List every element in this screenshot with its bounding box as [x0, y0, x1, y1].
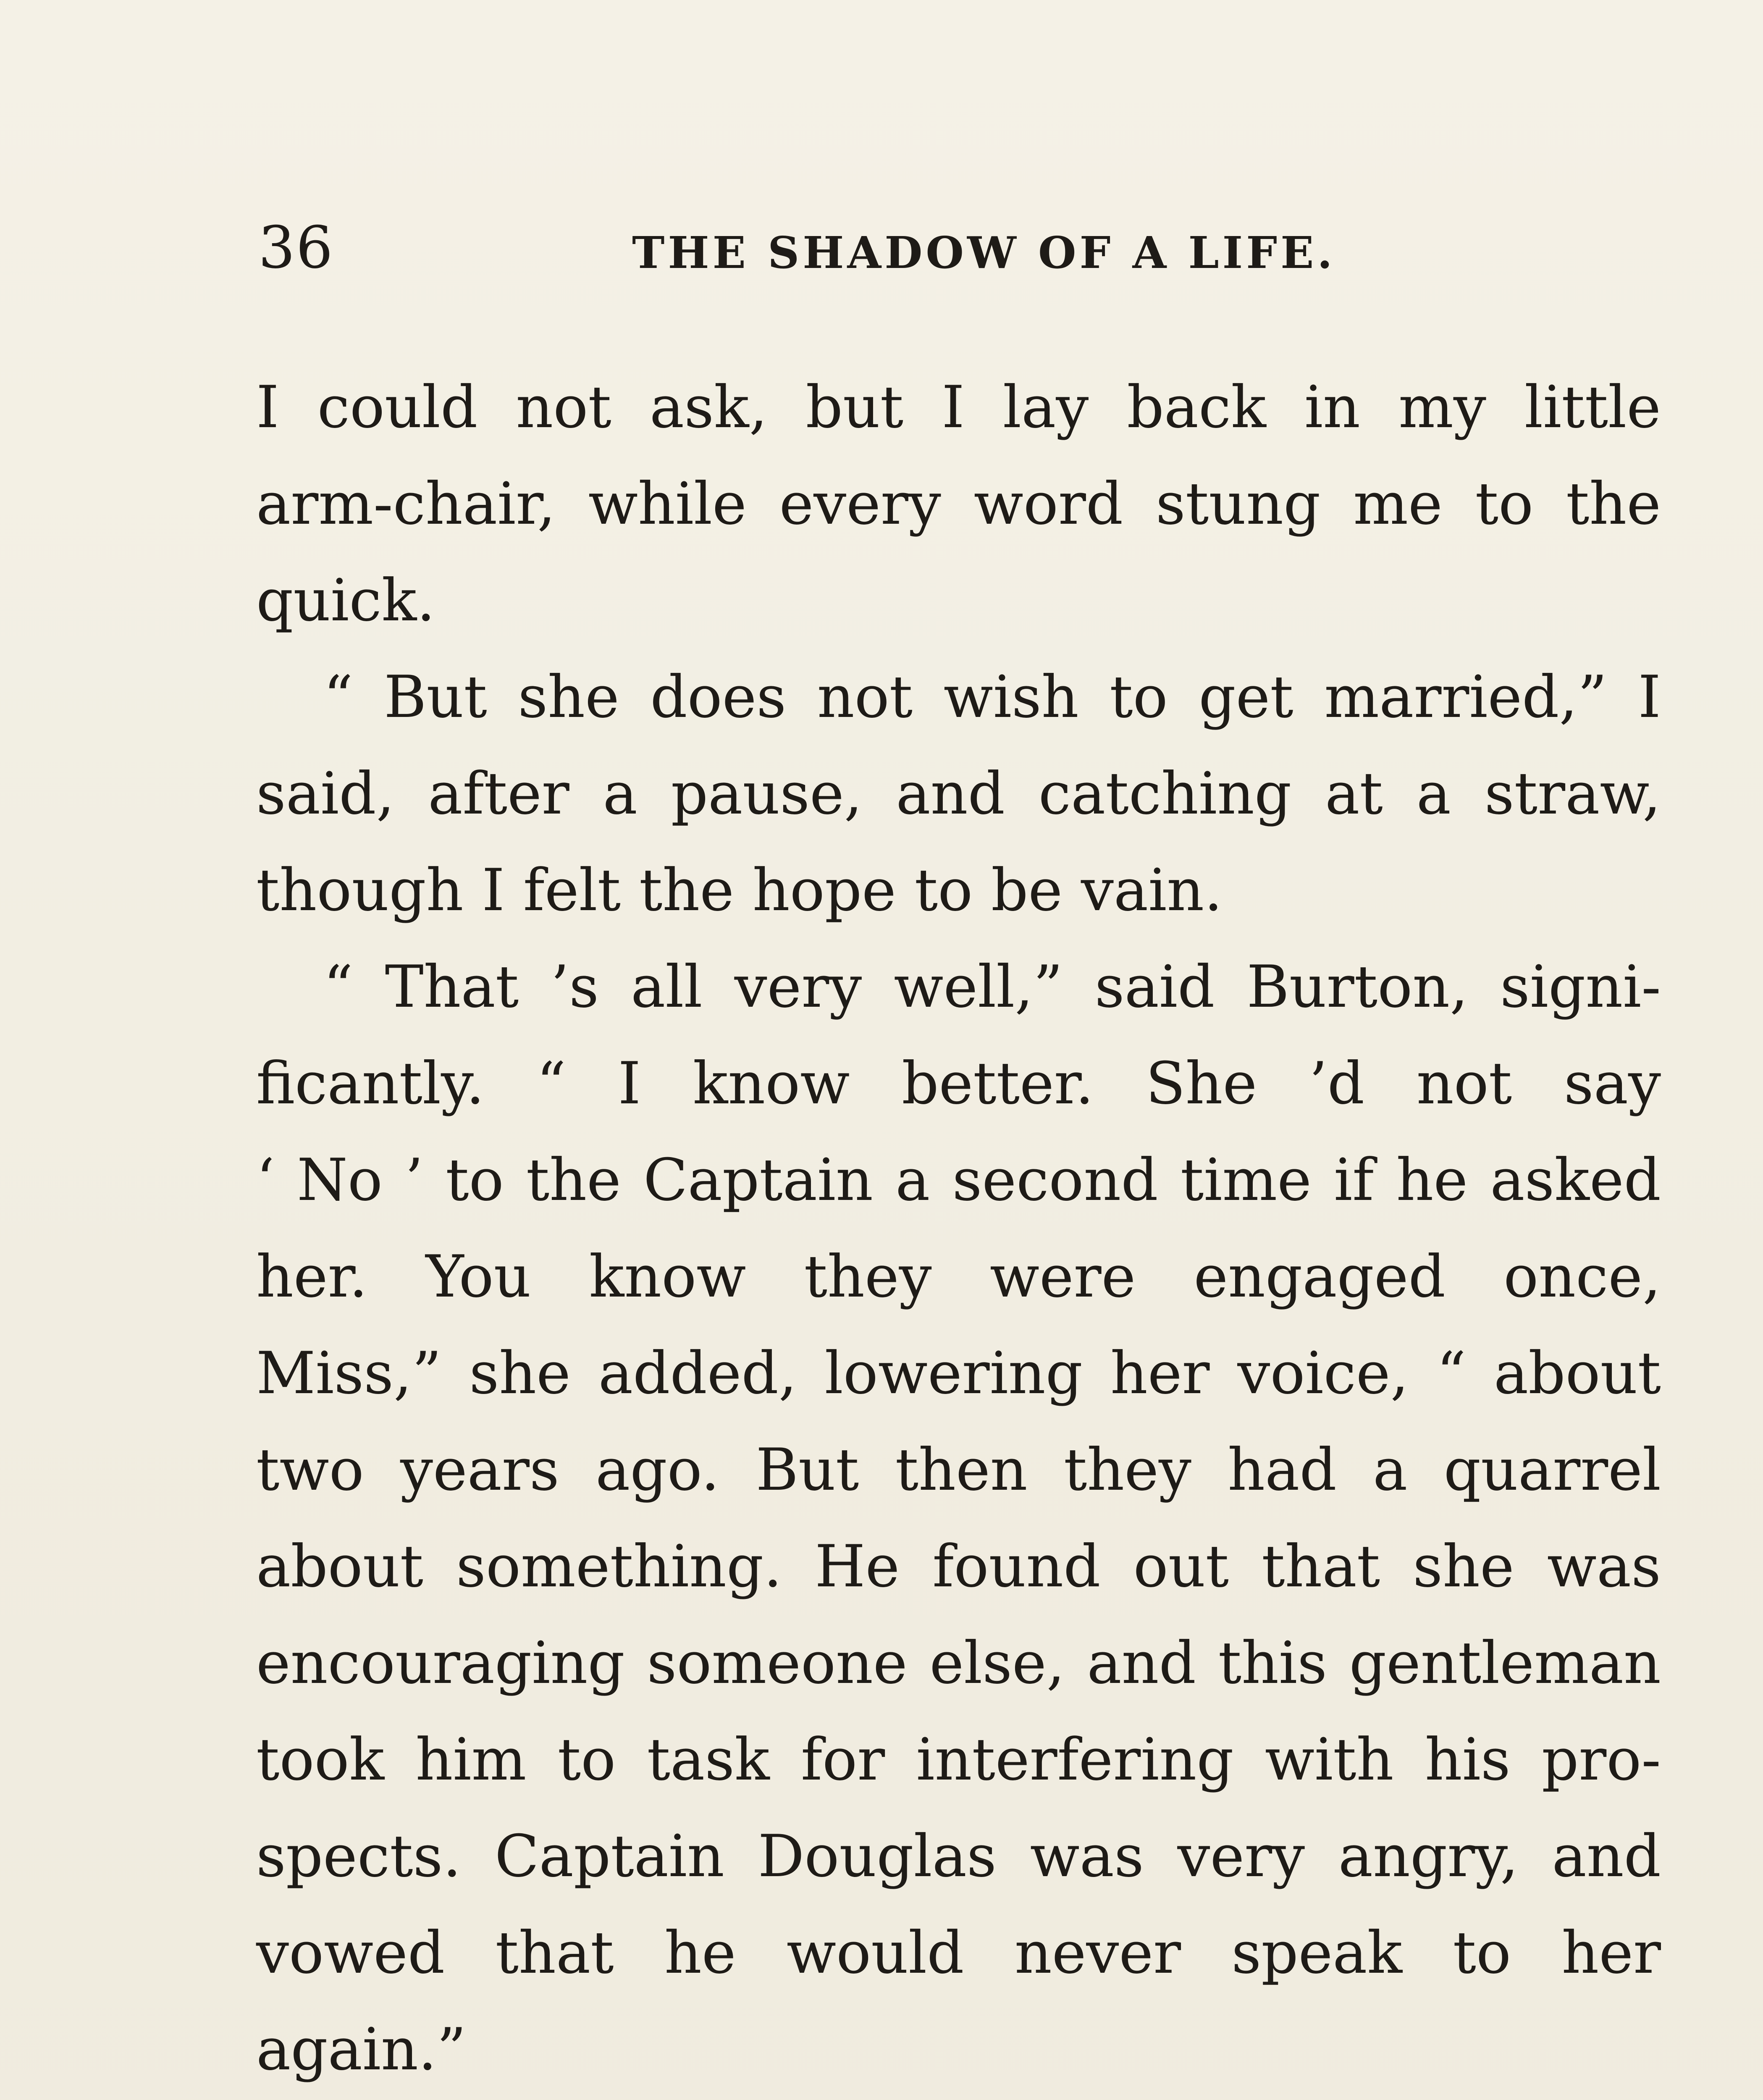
- text-line: spects. Captain Douglas was very angry, and: [256, 1822, 1661, 1890]
- running-title: THE SHADOW OF A LIFE.: [632, 227, 1336, 278]
- text-line: “ That ’s all very well,” said Burton, signi-: [323, 953, 1661, 1021]
- text-line: though I felt the hope to be vain.: [256, 856, 1223, 924]
- running-head: [258, 210, 1661, 286]
- text-line: Miss,” she added, lowering her voice, “ about: [256, 1339, 1661, 1407]
- text-line: ficantly. “ I know better. She ’d not say: [256, 1050, 1661, 1117]
- text-line: her. You know they were engaged once,: [256, 1243, 1661, 1310]
- paragraph: [256, 2098, 1661, 2100]
- text-line: again.”: [256, 2016, 467, 2083]
- text-line: “ But she does not wish to get married,” I: [323, 663, 1661, 731]
- text-line: arm-chair, while every word stung me to the: [256, 470, 1661, 538]
- text-line: [256, 2098, 1661, 2100]
- text-line: said, after a pause, and catching at a straw,: [256, 760, 1661, 827]
- text-line: ‘ No ’ to the Captain a second time if he asked: [256, 1146, 1661, 1214]
- text-line: quick.: [256, 567, 436, 634]
- text-line: vowed that he would never speak to her: [256, 1919, 1661, 1987]
- text-line: two years ago. But then they had a quarrel: [256, 1436, 1661, 1504]
- text-line: took him to task for interfering with his pro-: [256, 1726, 1661, 1793]
- paragraph: [256, 359, 1661, 649]
- text-line: I could not ask, but I lay back in my little: [256, 373, 1661, 441]
- page-number: 36: [258, 214, 334, 281]
- paragraph: [256, 939, 1661, 2098]
- body-text: [256, 359, 1661, 2100]
- text-line: about something. He found out that she was: [256, 1533, 1661, 1600]
- text-line: encouraging someone else, and this gentleman: [256, 1629, 1661, 1697]
- paragraph: [256, 649, 1661, 939]
